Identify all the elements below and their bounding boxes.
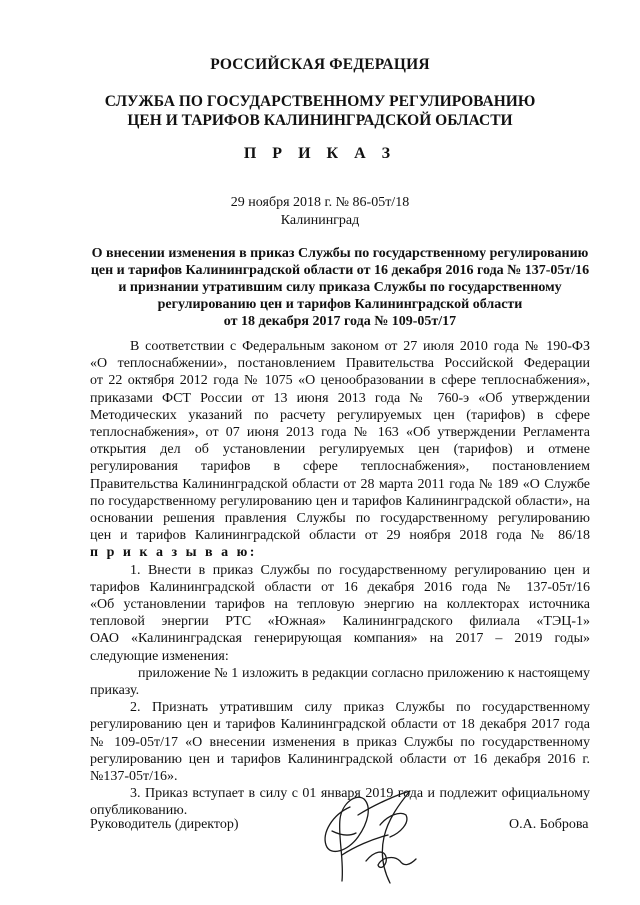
preamble-line: В соответствии с Федеральным законом от 27 июля 2010 года № 190-ФЗ	[130, 339, 590, 354]
item-1-line: следующие изменения:	[90, 648, 229, 664]
country-heading: РОССИЙСКАЯ ФЕДЕРАЦИЯ	[210, 56, 430, 73]
preamble-line: открытия дел об установлении регулируемых цен (тарифов) и отмене	[90, 442, 590, 458]
preamble-line: от 22 октября 2012 года № 1075 «О ценообразовании в сфере теплоснабжения»,	[90, 373, 590, 389]
date-number: 29 ноября 2018 г. № 86-05т/18	[230, 195, 410, 210]
item-1	[90, 562, 590, 700]
item-2-line: регулированию цен и тарифов Калининградской области от 18 декабря 2017 года	[90, 717, 590, 733]
item-1-line: ОАО «Калининградская генерирующая компания» на 2017 – 2019 годы»	[90, 631, 590, 647]
preamble-line: основании решения правления Службы по государственному регулированию	[90, 511, 590, 527]
item-2-line: регулированию цен и тарифов Калининградской области от 16 декабря 2016 г.	[90, 751, 590, 767]
order-word: п р и к а з ы в а ю:	[90, 545, 257, 561]
title-line: О внесении изменения в приказ Службы по государственному регулированию	[91, 246, 589, 261]
order-title	[90, 245, 590, 330]
item-1-sub-line: приказу.	[90, 683, 140, 699]
item-3-line: 3. Приказ вступает в силу с 01 января 2019 года и подлежит официальному	[130, 786, 590, 802]
item-2	[90, 699, 590, 785]
preamble-line: «О теплоснабжении», постановлением Правительства Российской Федерации	[90, 356, 590, 372]
item-2-line: №137-05т/16».	[90, 769, 178, 785]
title-line: цен и тарифов Калининградской области от 16 декабря 2016 года № 137-05т/16	[90, 263, 590, 278]
agency-heading-line1: СЛУЖБА ПО ГОСУДАРСТВЕННОМУ РЕГУЛИРОВАНИЮ	[104, 93, 536, 110]
handwritten-signature	[292, 785, 432, 890]
item-2-line: 2. Признать утратившим силу приказ Службы по государственному	[130, 700, 590, 716]
item-1-line: «Об установлении тарифов на тепловую энергию на коллекторах источника	[90, 597, 590, 613]
signatory-name: О.А. Боброва	[509, 817, 589, 832]
preamble-line: Правительства Калининградской области от 28 марта 2011 года № 189 «О Службе	[90, 476, 590, 492]
preamble-line: регулирования тарифов в сфере теплоснабжения», постановлением	[90, 459, 590, 475]
agency-heading-line2: ЦЕН И ТАРИФОВ КАЛИНИНГРАДСКОЙ ОБЛАСТИ	[127, 112, 513, 129]
document-type-heading: П Р И К А З	[243, 145, 397, 162]
order-body	[90, 338, 590, 820]
item-2-line: № 109-05т/17 «О внесении изменения в приказ Службы по государственному	[90, 734, 590, 750]
title-line: и признании утратившим силу приказа Службы по государственному	[118, 280, 562, 295]
item-1-line: тарифов Калининградской области от 16 декабря 2016 года № 137-05т/16	[90, 579, 590, 595]
item-1-line: тепловой энергии РТС «Южная» Калининградского филиала «ТЭЦ-1»	[90, 614, 590, 630]
preamble-line: приказами ФСТ России от 13 июня 2013 года № 760-э «Об утверждении	[90, 390, 590, 406]
title-line: регулированию цен и тарифов Калининградской области	[157, 297, 523, 312]
preamble-line: Методических указаний по расчету регулируемых цен (тарифов) в сфере	[90, 407, 590, 423]
preamble-line: по государственному регулированию цен и тарифов Калининградской области», на	[90, 493, 590, 509]
item-1-sub-line: приложение № 1 изложить в редакции согласно приложению к настоящему	[138, 665, 590, 681]
title-line: от 18 декабря 2017 года № 109-05т/17	[223, 314, 457, 329]
item-1-line: 1. Внести в приказ Службы по государственному регулированию цен и	[130, 562, 590, 578]
preamble-line: теплоснабжения», от 07 июня 2013 года № 163 «Об утверждении Регламента	[90, 425, 590, 441]
city: Калининград	[280, 213, 360, 228]
item-3-line: опубликованию.	[90, 803, 188, 819]
preamble-line: цен и тарифов Калининградской области от 29 ноября 2018 года № 86/18	[90, 528, 590, 544]
preamble	[90, 338, 590, 544]
signatory-position: Руководитель (директор)	[90, 817, 239, 832]
